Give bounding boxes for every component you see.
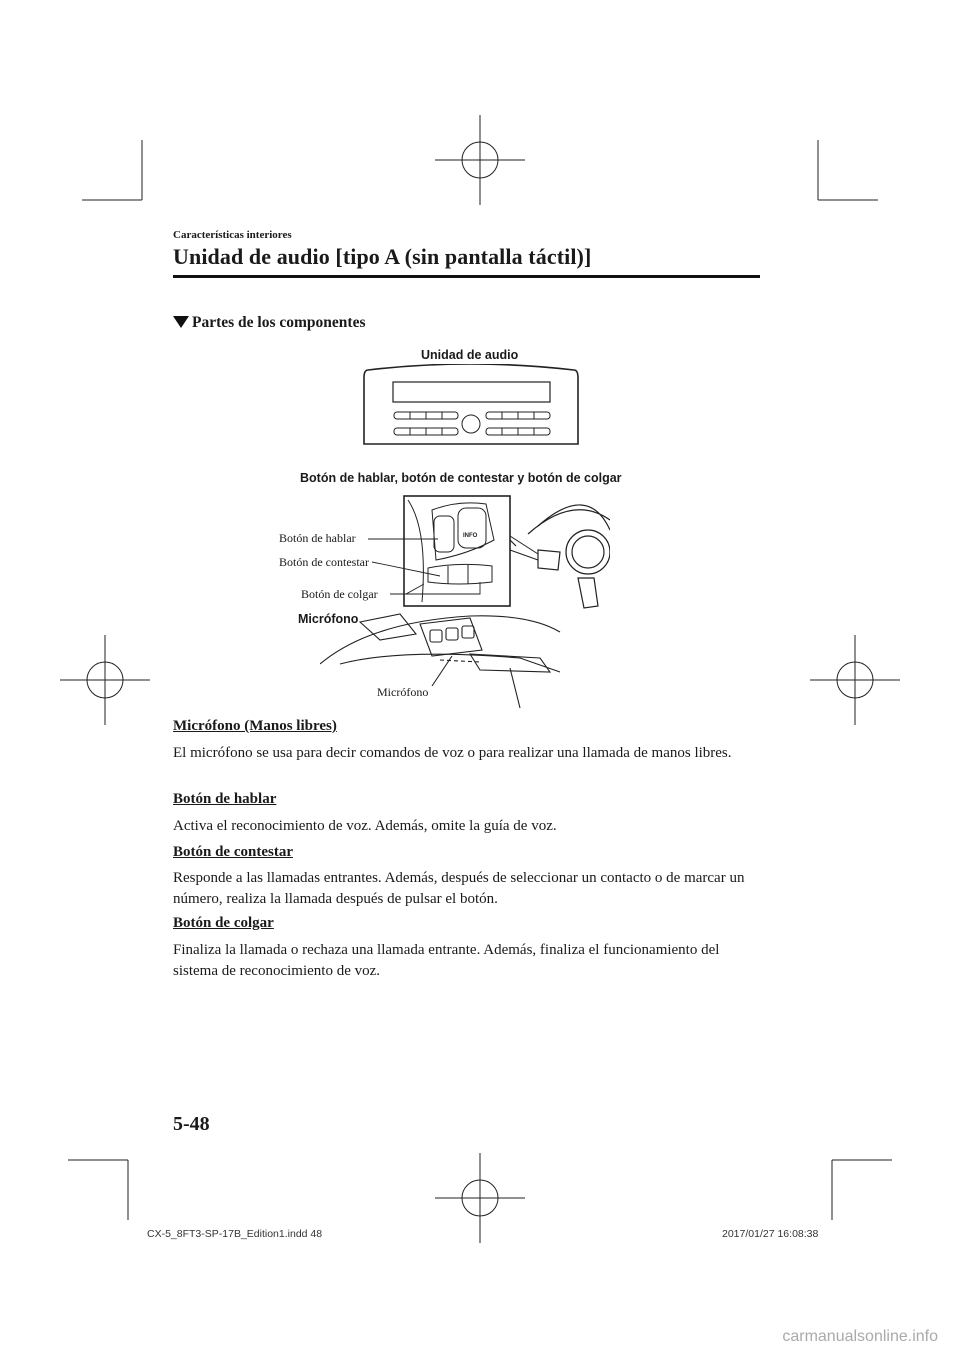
callout-answer-button: Botón de contestar xyxy=(279,555,369,569)
section-label: Características interiores xyxy=(173,229,292,241)
info-button-label: INFO xyxy=(463,533,478,539)
item-hangup-heading: Botón de colgar xyxy=(173,915,274,931)
page-number: 5-48 xyxy=(173,1113,210,1135)
watermark: carmanualsonline.info xyxy=(782,1328,938,1345)
footer-timestamp: 2017/01/27 16:08:38 xyxy=(722,1228,819,1240)
subheading xyxy=(173,314,366,332)
item-hangup-text: Finaliza la llamada o rechaza una llamada entrante. Además, finaliza el funcionamiento del sistema de reconocimiento de voz. xyxy=(173,942,720,979)
triangle-bullet-icon xyxy=(173,316,189,328)
item-answer-text: Responde a las llamadas entrantes. Además, después de seleccionar un contacto o de marcar un número, realiza la llamada después de pulsar el botón. xyxy=(173,870,745,907)
item-talk-heading: Botón de hablar xyxy=(173,791,277,807)
callout-talk-button: Botón de hablar xyxy=(279,531,356,545)
callout-hangup-button: Botón de colgar xyxy=(301,587,378,601)
microphone-caption: Micrófono xyxy=(298,612,359,626)
page-title: Unidad de audio [tipo A (sin pantalla táctil)] xyxy=(173,244,592,269)
microphone-illustration xyxy=(320,608,565,710)
steering-switch-caption: Botón de hablar, botón de contestar y botón de colgar xyxy=(300,471,622,485)
item-talk-text: Activa el reconocimiento de voz. Además, omite la guía de voz. xyxy=(173,818,557,834)
item-answer-heading: Botón de contestar xyxy=(173,844,293,860)
callout-lines xyxy=(360,530,490,610)
subheading-text: Partes de los componentes xyxy=(192,314,366,331)
audio-unit-illustration xyxy=(360,364,582,452)
footer-file: CX-5_8FT3-SP-17B_Edition1.indd 48 xyxy=(147,1228,323,1240)
item-microphone-heading: Micrófono (Manos libres) xyxy=(173,718,337,734)
title-divider xyxy=(173,275,760,278)
audio-unit-caption: Unidad de audio xyxy=(421,348,519,362)
item-microphone-text: El micrófono se usa para decir comandos de voz o para realizar una llamada de manos libres. xyxy=(173,745,732,761)
callout-microphone: Micrófono xyxy=(377,685,429,699)
